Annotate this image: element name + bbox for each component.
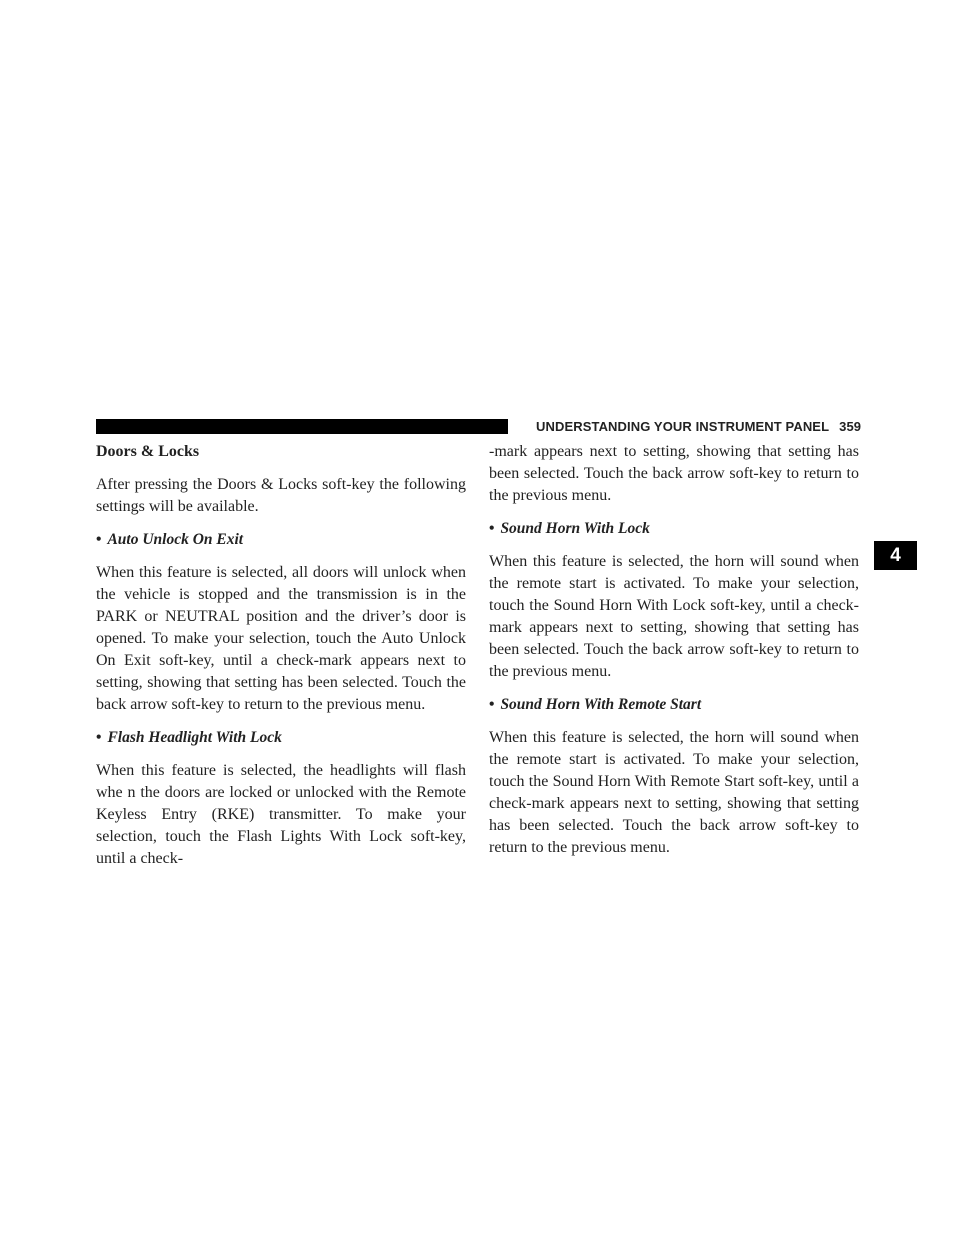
bullet-auto-unlock — [96, 529, 466, 551]
bullet-label: Flash Headlight With Lock — [107, 729, 282, 746]
running-head — [536, 419, 861, 434]
header-rule — [96, 419, 508, 434]
bullet-flash-headlight — [96, 727, 466, 749]
bullet-label: Sound Horn With Remote Start — [500, 696, 702, 713]
bullet-dot: • — [489, 696, 495, 713]
paragraph-sound-horn-lock: When this feature is selected, the horn will sound when the remote start is activated. To make your selection, touch the Sound Horn With Lock soft-key, until a check-mark appears next to setting, showing that setting has been selected. Touch the back arrow soft-key to return to the previous menu. — [489, 553, 859, 680]
paragraph-auto-unlock: When this feature is selected, all doors will unlock when the vehicle is stopped and the transmission is in the PARK or NEUTRAL position and the driver’s door is opened. To make your selection, touch the Auto Unlock On Exit soft-key, until a check-mark appears next to setting, showing that setting has been selected. Touch the back arrow soft-key to return to the previous menu. — [96, 564, 466, 713]
intro-paragraph: After pressing the Doors & Locks soft-key the following settings will be available. — [96, 476, 466, 515]
bullet-dot: • — [489, 520, 495, 537]
chapter-tab: 4 — [874, 541, 917, 570]
paragraph-flash-headlight: When this feature is selected, the headlights will flash whe n the doors are locked or unlocked with the Remote Keyless Entry (RKE) transmitter. To make your selection, touch the Flash Lights With Lock soft-key, until a check- — [96, 762, 466, 867]
bullet-label: Auto Unlock On Exit — [107, 531, 244, 548]
section-heading: Doors & Locks — [96, 443, 200, 460]
right-column — [489, 441, 859, 870]
paragraph-sound-horn-remote: When this feature is selected, the horn will sound when the remote start is activated. To make your selection, touch the Sound Horn With Remote Start soft-key, until a check-mark appears next to setting, showing that setting has been selected. Touch the back arrow soft-key to return to the previous menu. — [489, 729, 859, 856]
bullet-dot: • — [96, 729, 102, 746]
bullet-dot: • — [96, 531, 102, 548]
bullet-label: Sound Horn With Lock — [500, 520, 650, 537]
paragraph-continued: -mark appears next to setting, showing that setting has been selected. Touch the back arrow soft-key to return to the previous menu. — [489, 443, 859, 504]
page-number: 359 — [839, 419, 862, 434]
bullet-sound-horn-lock — [489, 518, 859, 540]
left-column — [96, 441, 466, 881]
bullet-sound-horn-remote — [489, 694, 859, 716]
running-title: UNDERSTANDING YOUR INSTRUMENT PANEL — [536, 419, 830, 434]
